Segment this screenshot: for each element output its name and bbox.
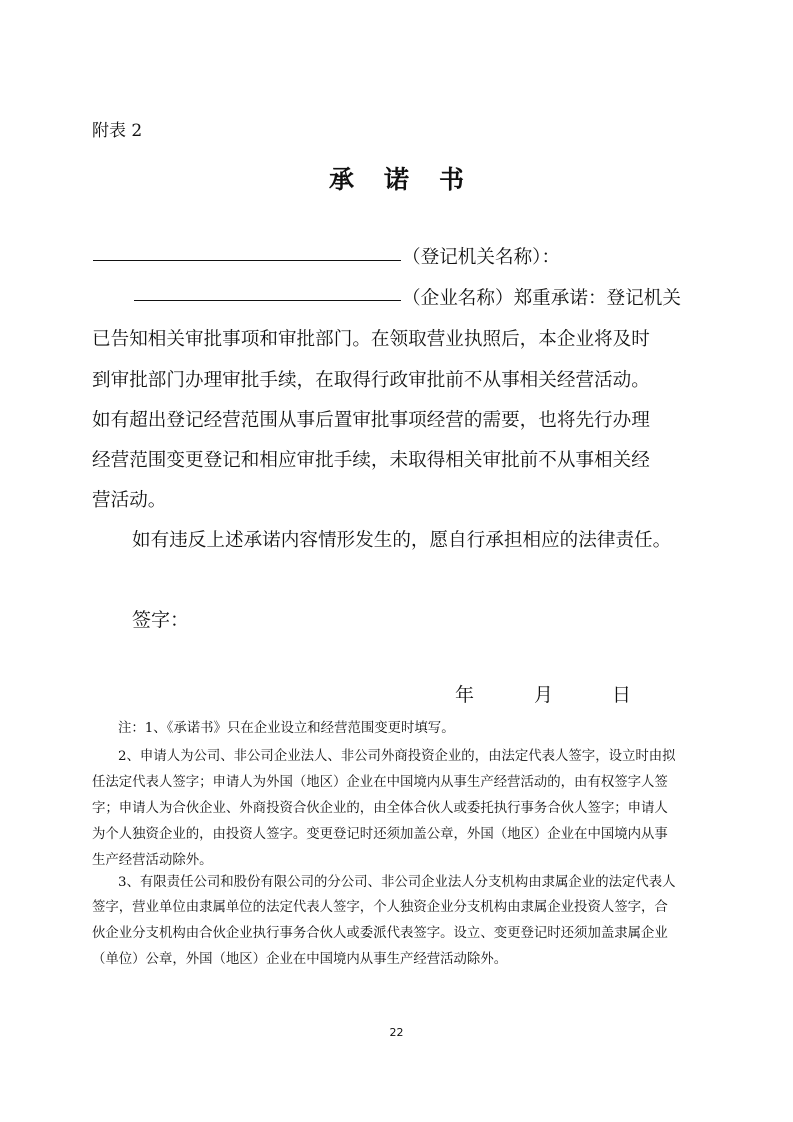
- company-label: （企业名称）郑重承诺：登记机关: [402, 288, 681, 309]
- note-2-line: 生产经营活动除外。: [92, 853, 213, 868]
- commitment-line: 营活动。: [92, 490, 167, 511]
- signature-label: 签字：: [132, 609, 190, 631]
- title-char: 承: [328, 165, 354, 194]
- commitment-line: 到审批部门办理审批手续，在取得行政审批前不从事相关经营活动。: [92, 370, 650, 391]
- authority-name-blank: [93, 260, 401, 261]
- note-3-line: 3、有限责任公司和股份有限公司的分公司、非公司企业法人分支机构由隶属企业的法定代表人: [118, 875, 676, 890]
- commitment-line: 如有超出登记经营范围从事后置审批事项经营的需要，也将先行办理: [92, 410, 650, 431]
- title-char: 书: [439, 165, 465, 194]
- note-2-line: 为个人独资企业的，由投资人签字。变更登记时还须加盖公章，外国（地区）企业在中国境内从事: [92, 827, 668, 842]
- date-year: 年: [455, 684, 475, 706]
- title-char: 诺: [383, 165, 409, 194]
- date-day: 日: [612, 684, 632, 706]
- note-2-line: 2、申请人为公司、非公司企业法人、非公司外商投资企业的，由法定代表人签字，设立时由拟: [118, 749, 676, 764]
- liability-statement: 如有违反上述承诺内容情形发生的，愿自行承担相应的法律责任。: [132, 530, 672, 551]
- company-name-blank: [134, 300, 401, 301]
- note-3-line: 伙企业分支机构由合伙企业执行事务合伙人或委派代表签字。设立、变更登记时还须加盖隶属企业: [92, 926, 668, 941]
- appendix-label: 附表 2: [92, 121, 143, 141]
- note-3-line: （单位）公章，外国（地区）企业在中国境内从事生产经营活动除外。: [92, 952, 508, 967]
- page-number: 22: [389, 1026, 404, 1039]
- note-2-line: 字；申请人为合伙企业、外商投资合伙企业的，由全体合伙人或委托执行事务合伙人签字；申请人: [92, 801, 668, 816]
- note-3-line: 签字，营业单位由隶属单位的法定代表人签字，个人独资企业分支机构由隶属企业投资人签字，合: [92, 900, 668, 915]
- date-month: 月: [534, 684, 554, 706]
- commitment-line: 已告知相关审批事项和审批部门。在领取营业执照后，本企业将及时: [92, 329, 650, 350]
- note-1: 注：1、《承诺书》只在企业设立和经营范围变更时填写。: [118, 721, 455, 736]
- authority-label: （登记机关名称）：: [402, 247, 561, 268]
- commitment-line: 经营范围变更登记和相应审批手续，未取得相关审批前不从事相关经: [92, 450, 650, 471]
- note-2-line: 任法定代表人签字；申请人为外国（地区）企业在中国境内从事生产经营活动的，由有权签字人签: [92, 775, 668, 790]
- document-title: [0, 160, 793, 196]
